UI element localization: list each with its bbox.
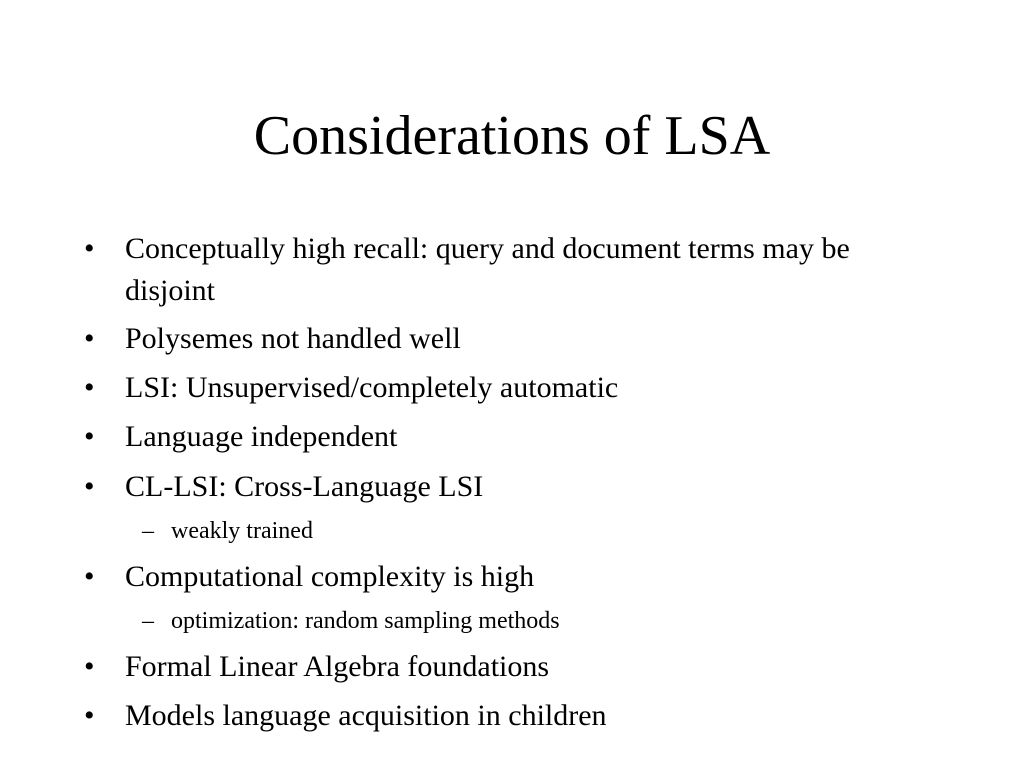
sub-dash: – bbox=[142, 518, 154, 544]
bullet-text-4: Language independent bbox=[125, 420, 398, 453]
bullet-text-2: Polysemes not handled well bbox=[125, 322, 461, 355]
bullet-text-6: Computational complexity is high bbox=[125, 560, 535, 593]
slide-title: Considerations of LSA bbox=[253, 105, 771, 167]
bullet-dot: • bbox=[84, 232, 95, 265]
sub-text-2: optimization: random sampling methods bbox=[171, 608, 560, 634]
bullet-dot: • bbox=[84, 699, 95, 732]
bullet-text-5: CL-LSI: Cross-Language LSI bbox=[125, 470, 484, 503]
bullet-text-1: Conceptually high recall: query and document terms may be disjoint bbox=[125, 232, 850, 307]
bullet-text-8: Models language acquisition in children bbox=[125, 699, 607, 732]
bullet-dot: • bbox=[84, 371, 95, 404]
bullet-dot: • bbox=[84, 650, 95, 683]
bullet-dot: • bbox=[84, 560, 95, 593]
bullet-dot: • bbox=[84, 420, 95, 453]
bullet-dot: • bbox=[84, 470, 95, 503]
sub-text-1: weakly trained bbox=[171, 518, 313, 544]
bullet-dot: • bbox=[84, 322, 95, 355]
bullet-text-7: Formal Linear Algebra foundations bbox=[125, 650, 550, 683]
sub-dash: – bbox=[142, 608, 154, 634]
bullet-text-3: LSI: Unsupervised/completely automatic bbox=[125, 371, 619, 404]
